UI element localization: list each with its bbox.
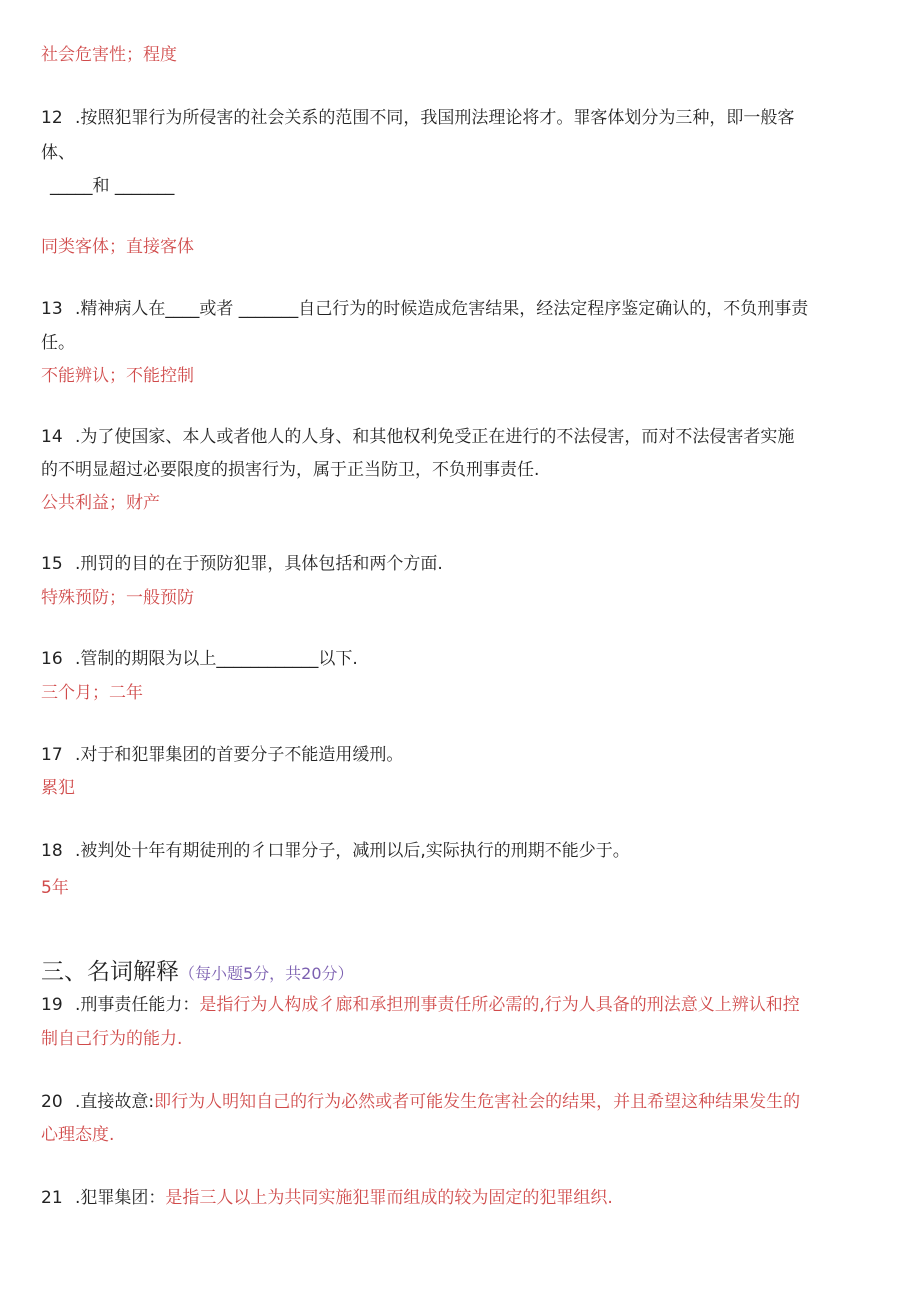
definition-20 [41, 1091, 800, 1113]
question-12-line2: 体、 [41, 143, 75, 163]
question-text: .刑罚的目的在于预防犯罪，具体包括和两个方面. [75, 554, 443, 574]
question-text: .为了使国家、本人或者他人的人身、和其他权利免受正在进行的不法侵害，而对不法侵害者实施 [75, 427, 795, 447]
question-text: .精神病人在____或者 _______自己行为的时候造成危害结果，经法定程序鉴定确认的，不负刑事责 [75, 299, 809, 319]
answer-16: 三个月；二年 [41, 683, 143, 703]
question-number: 20 [41, 1092, 63, 1112]
question-text: .按照犯罪行为所侵害的社会关系的范围不同，我国刑法理论将才。罪客体划分为三种，即一般客 [75, 108, 795, 128]
question-number: 21 [41, 1188, 63, 1208]
question-15 [41, 553, 443, 575]
question-18 [41, 840, 630, 862]
question-12-blanks: _____和 _______ [50, 176, 175, 196]
definition-19 [41, 994, 800, 1016]
answer-17: 累犯 [41, 778, 75, 798]
question-text: .被判处十年有期徒刑的彳口罪分子，减刑以后,实际执行的刑期不能少于。 [75, 841, 630, 861]
answer-14: 公共利益；财产 [41, 493, 160, 513]
section-subtitle: （每小题5分，共20分） [179, 964, 354, 983]
question-number: 16 [41, 649, 63, 669]
question-number: 14 [41, 427, 63, 447]
answer-text: 社会危害性；程度 [41, 45, 177, 65]
question-number: 13 [41, 299, 63, 319]
question-text: .对于和犯罪集团的首要分子不能造用缓刑。 [75, 745, 404, 765]
definition-term: .直接故意: [75, 1092, 155, 1112]
question-number: 12 [41, 108, 63, 128]
answer-18: 5年 [41, 878, 69, 898]
question-number: 18 [41, 841, 63, 861]
question-number: 19 [41, 995, 63, 1015]
definition-text: 是指三人以上为共同实施犯罪而组成的较为固定的犯罪组织. [165, 1188, 613, 1208]
section-title [41, 958, 354, 988]
question-text: .管制的期限为以上____________以下. [75, 649, 358, 669]
question-13-line2: 任。 [41, 333, 75, 353]
definition-21 [41, 1187, 613, 1209]
answer-15: 特殊预防；一般预防 [41, 588, 194, 608]
definition-19-line2: 制自己行为的能力. [41, 1029, 183, 1049]
answer-12: 同类客体；直接客体 [41, 237, 194, 257]
question-17 [41, 744, 403, 766]
definition-term: .刑事责任能力： [75, 995, 200, 1015]
question-16 [41, 648, 358, 670]
question-13 [41, 298, 808, 320]
section-title-text: 三、名词解释 [41, 959, 179, 985]
question-12 [41, 107, 794, 129]
definition-text: 是指行为人构成彳廊和承担刑事责任所必需的,行为人具备的刑法意义上辨认和控 [199, 995, 800, 1015]
definition-text: 即行为人明知自己的行为必然或者可能发生危害社会的结果，并且希望这种结果发生的 [154, 1092, 801, 1112]
question-number: 15 [41, 554, 63, 574]
definition-term: .犯罪集团： [75, 1188, 166, 1208]
definition-20-line2: 心理态度. [41, 1125, 115, 1145]
question-number: 17 [41, 745, 63, 765]
question-14 [41, 426, 794, 448]
question-14-line2: 的不明显超过必要限度的损害行为，属于正当防卫，不负刑事责任. [41, 460, 540, 480]
answer-13: 不能辨认；不能控制 [41, 366, 194, 386]
